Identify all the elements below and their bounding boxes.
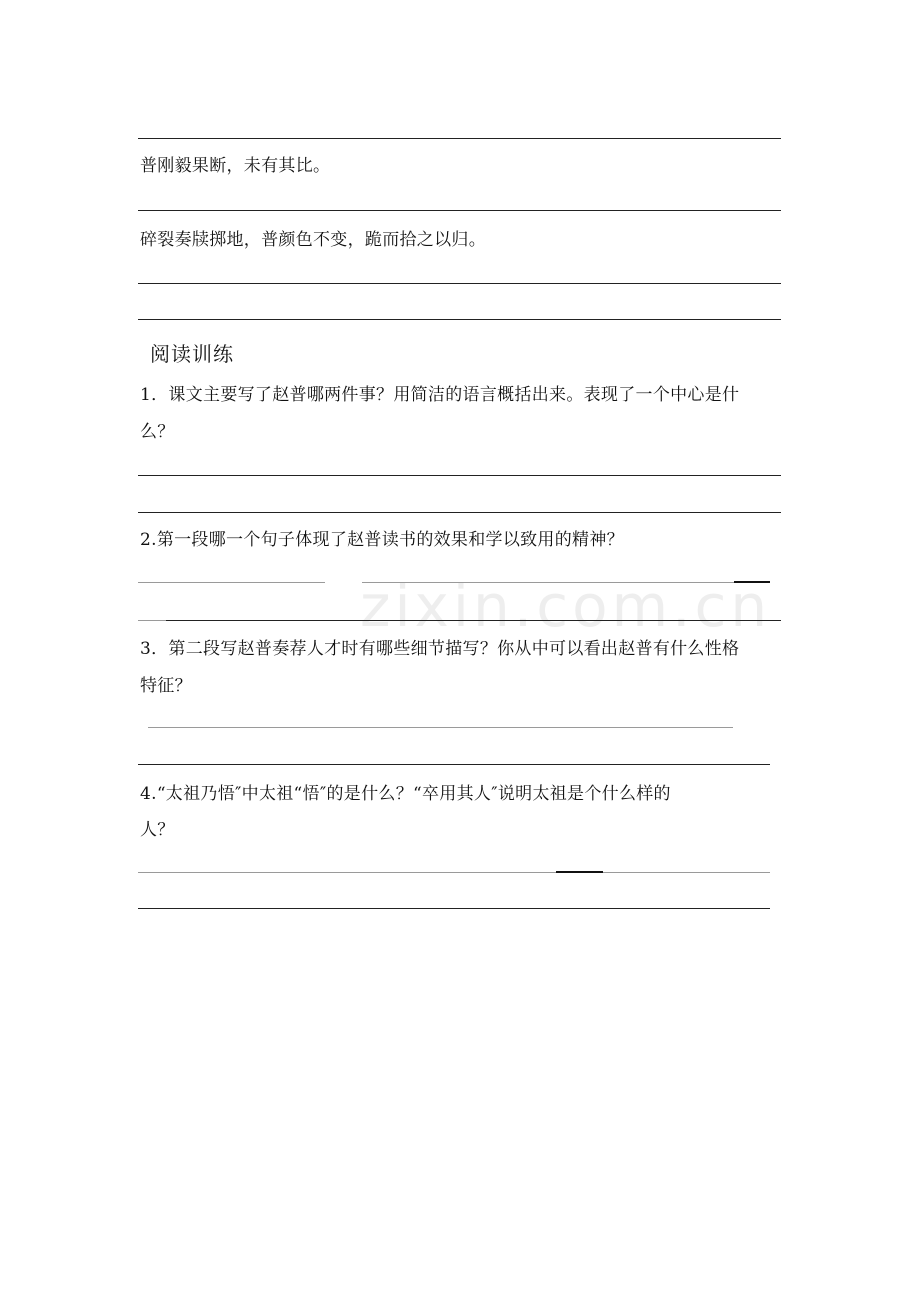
- answer-line: [138, 620, 166, 621]
- answer-line: [362, 582, 734, 583]
- answer-line: [138, 512, 781, 513]
- sentence-2: 碎裂奏牍掷地，普颜色不变，跪而拾之以归。: [140, 230, 486, 250]
- answer-line: [138, 764, 770, 765]
- watermark: zixin.com.cn: [360, 572, 772, 640]
- answer-line: [138, 283, 781, 284]
- section-title: 阅读训练: [150, 342, 234, 366]
- answer-line: [138, 210, 781, 211]
- answer-line: [166, 620, 781, 621]
- question-1-line-1: 1．课文主要写了赵普哪两件事？用简洁的语言概括出来。表现了一个中心是什: [140, 385, 740, 405]
- question-3-line-1: 3．第二段写赵普奏荐人才时有哪些细节描写？你从中可以看出赵普有什么性格: [140, 639, 740, 659]
- question-4-line-2: 人？: [140, 820, 175, 840]
- answer-line: [148, 727, 733, 728]
- answer-line: [138, 908, 770, 909]
- answer-line: [138, 138, 781, 139]
- question-3-line-2: 特征？: [140, 676, 192, 696]
- answer-line: [138, 319, 781, 320]
- sentence-1: 普刚毅果断，未有其比。: [140, 156, 331, 176]
- question-2-line-1: 2.第一段哪一个句子体现了赵普读书的效果和学以致用的精神？: [140, 530, 624, 550]
- answer-line: [138, 872, 770, 873]
- question-4-line-1: 4.“太祖乃悟″中太祖“悟″的是什么？“卒用其人″说明太祖是个什么样的: [140, 784, 671, 804]
- question-1-line-2: 么？: [140, 422, 175, 442]
- answer-line: [138, 582, 325, 583]
- answer-line: [138, 475, 781, 476]
- answer-line: [556, 871, 603, 873]
- answer-line: [734, 581, 770, 583]
